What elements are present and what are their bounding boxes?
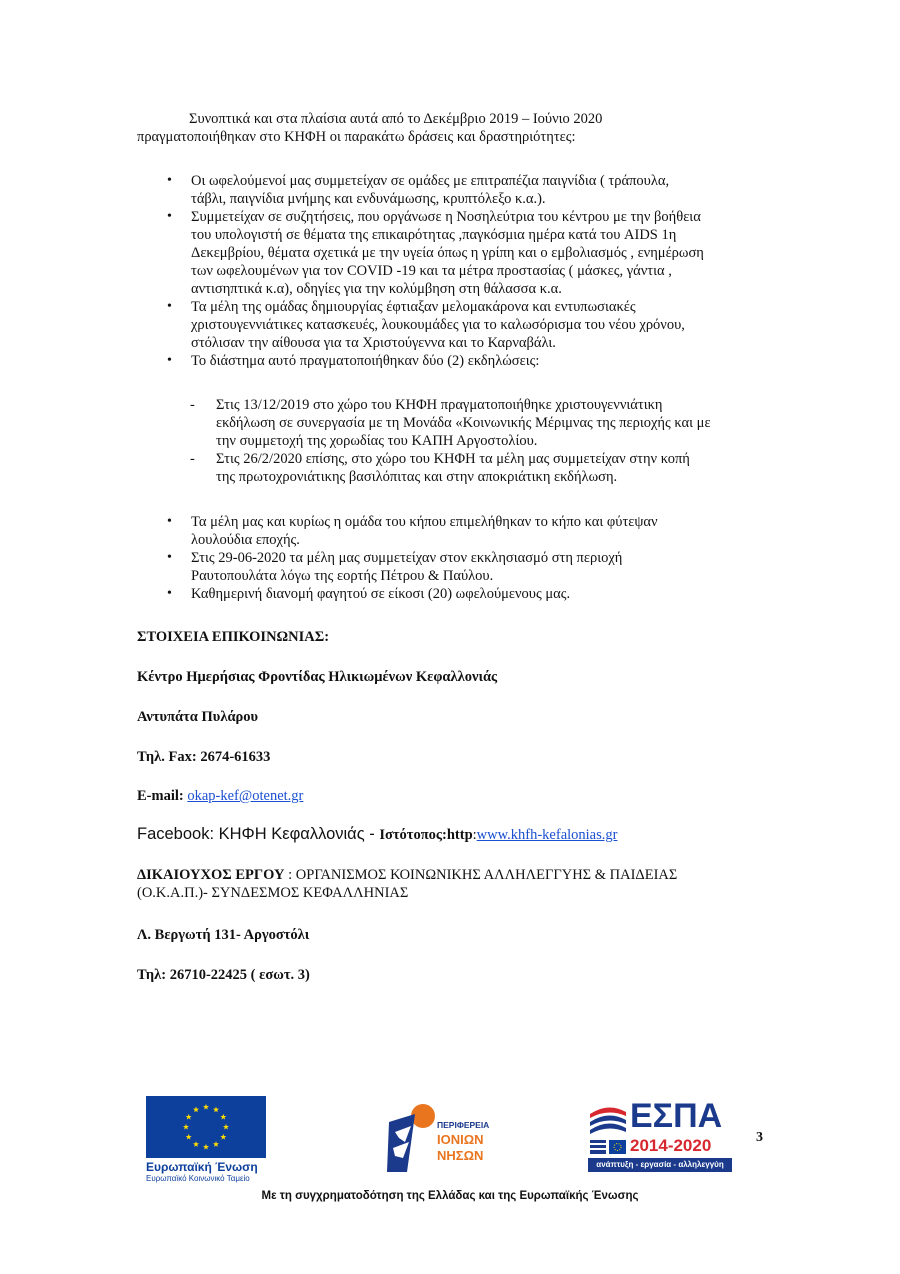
- beneficiary-line-2: (Ο.Κ.Α.Π.)- ΣΥΝΔΕΣΜΟΣ ΚΕΦΑΛΛΗΝΙΑΣ: [137, 885, 409, 901]
- activity-2-item: [165, 585, 775, 603]
- web-line: [137, 824, 617, 845]
- activity-line: Οι ωφελούμενοί μας συμμετείχαν σε ομάδες με επιτραπέζια παιγνίδια ( τράπουλα,: [191, 173, 670, 189]
- activity-line: στόλισαν την αίθουσα για τα Χριστούγεννα και το Καρναβάλι.: [191, 335, 556, 351]
- activity-2-line: Στις 29-06-2020 τα μέλη μας συμμετείχαν στον εκκλησιασμό στη περιοχή: [191, 550, 623, 566]
- region-line-3: ΝΗΣΩΝ: [437, 1148, 484, 1163]
- espa-swoosh-icon: [588, 1104, 628, 1136]
- eu-label: Ευρωπαϊκή Ένωση: [146, 1160, 258, 1174]
- activity-line: Τα μέλη της ομάδας δημιουργίας έφτιαξαν μελομακάρονα και εντυπωσιακές: [191, 299, 636, 315]
- region-emblem-icon: [385, 1102, 437, 1174]
- intro-line-1: Συνοπτικά και στα πλαίσια αυτά από το Δεκέμβριο 2019 – Ιούνιο 2020: [189, 111, 603, 127]
- activity-2-line: Τα μέλη μας και κυρίως η ομάδα του κήπου επιμελήθηκαν το κήπο και φύτεψαν: [191, 514, 658, 530]
- facebook-text: Facebook: ΚΗΦΗ Κεφαλλονιάς -: [137, 825, 380, 843]
- activity-line: αντισηπτικά κ.α), οδηγίες για την κολύμβηση στη θάλασσα κ.α.: [191, 281, 562, 297]
- activity-line: του υπολογιστή σε θέματα της επικαιρότητας ,παγκόσμια ημέρα κατά του AIDS 1η: [191, 227, 677, 243]
- beneficiary-org: : ΟΡΓΑΝΙΣΜΟΣ ΚΟΙΝΩΝΙΚΗΣ ΑΛΛΗΛΕΓΓΥΗΣ & ΠΑΙΔΕΙΑΣ: [284, 867, 678, 883]
- region-logo: [385, 1102, 495, 1176]
- activity-2-line: Καθημερινή διανομή φαγητού σε είκοσι (20) ωφελούμενους μας.: [191, 586, 571, 602]
- activity-2-line: λουλούδια εποχής.: [191, 532, 300, 548]
- region-line-2: ΙΟΝΙΩΝ: [437, 1132, 484, 1147]
- beneficiary: [137, 866, 777, 902]
- activity-item: [165, 298, 775, 352]
- phone-fax: Τηλ. Fax: 2674-61633: [137, 749, 271, 765]
- email-line: [137, 787, 303, 805]
- espa-years: 2014-2020: [630, 1136, 712, 1155]
- activity-item: [165, 352, 775, 370]
- dash-icon: -: [190, 451, 195, 467]
- activity-item: [165, 208, 775, 298]
- activity-line: Συμμετείχαν σε συζητήσεις, που οργάνωσε η Νοσηλεύτρια του κέντρου με την βοήθεια: [191, 209, 701, 225]
- event-line: Στις 13/12/2019 στο χώρο του ΚΗΦΗ πραγματοποιήθηκε χριστουγεννιάτικη: [216, 397, 663, 413]
- activity-line: χριστουγεννιάτικες κατασκευές, λουκουμάδες για το καλωσόρισμα του νέου χρόνου,: [191, 317, 685, 333]
- beneficiary-label: ΔΙΚΑΙΟΥΧΟΣ ΕΡΓΟΥ: [137, 867, 285, 883]
- email-link[interactable]: okap-kef@otenet.gr: [187, 788, 304, 804]
- website-link[interactable]: www.khfh-kefalonias.gr: [476, 827, 618, 843]
- espa-title: ΕΣΠΑ: [630, 1097, 723, 1135]
- activity-item: [165, 172, 775, 208]
- event-item: [190, 450, 775, 486]
- beneficiary-line-1: [137, 866, 777, 884]
- flags-icon: [590, 1140, 626, 1154]
- region-line-1: ΠΕΡΙΦΕΡΕΙΑ: [437, 1120, 490, 1130]
- event-line: την συμμετοχή της χορωδίας του ΚΑΠΗ Αργοστολίου.: [216, 433, 538, 449]
- activity-2-line: Ραυτοπουλάτα λόγω της εορτής Πέτρου & Παύλου.: [191, 568, 494, 584]
- activities-list: [165, 172, 775, 370]
- website-separator: :: [472, 827, 477, 843]
- event-line: της πρωτοχρονιάτικης βασιλόπιτας και στην αποκριάτικη εκδήλωση.: [216, 469, 618, 485]
- center-name: Κέντρο Ημερήσιας Φροντίδας Ηλικιωμένων Κεφαλλονιάς: [137, 669, 498, 685]
- address: Αντυπάτα Πυλάρου: [137, 709, 259, 725]
- eu-logo: [146, 1096, 268, 1184]
- espa-logo: [588, 1097, 734, 1174]
- activity-line: τάβλι, παιγνίδια μνήμης και ενδυνάμωσης, κρυπτόλεξο κ.α.).: [191, 191, 546, 207]
- email-label: E-mail:: [137, 788, 188, 804]
- street-address: Λ. Βεργωτή 131- Αργοστόλι: [137, 927, 310, 943]
- activity-2-item: [165, 513, 775, 549]
- dash-icon: -: [190, 397, 195, 413]
- website-label: Ιστότοπος:http: [379, 827, 473, 843]
- page-number: 3: [756, 1130, 763, 1145]
- activity-line: Δεκεμβρίου, θέματα σχετικά με την υγεία όπως η γρίπη και ο εμβολιασμός , ενημέρωση: [191, 245, 704, 261]
- activity-line: των ωφελουμένων για τον COVID -19 και τα μέτρα προστασίας ( μάσκες, γάντια ,: [191, 263, 672, 279]
- intro-paragraph: [137, 110, 777, 146]
- event-item: [190, 396, 775, 450]
- eu-flag-icon: [146, 1096, 266, 1158]
- espa-tagline: ανάπτυξη - εργασία - αλληλεγγύη: [588, 1158, 732, 1172]
- event-line: εκδήλωση σε συνεργασία με τη Μονάδα «Κοινωνικής Μέριμνας της περιοχής και με: [216, 415, 711, 431]
- intro-line-2: πραγματοποιήθηκαν στο ΚΗΦΗ οι παρακάτω δράσεις και δραστηριότητες:: [137, 129, 576, 145]
- phone-2: Τηλ: 26710-22425 ( εσωτ. 3): [137, 967, 310, 983]
- eu-sublabel: Ευρωπαϊκό Κοινωνικό Ταμείο: [146, 1174, 250, 1183]
- activities-list-2: [165, 513, 775, 603]
- activity-2-item: [165, 549, 775, 585]
- events-list: [190, 396, 775, 486]
- event-line: Στις 26/2/2020 επίσης, στο χώρο του ΚΗΦΗ τα μέλη μας συμμετείχαν στην κοπή: [216, 451, 690, 467]
- cofunding-note: Με τη συγχρηματοδότηση της Ελλάδας και της Ευρωπαϊκής Ένωσης: [261, 1190, 639, 1202]
- contact-heading: ΣΤΟΙΧΕΙΑ ΕΠΙΚΟΙΝΩΝΙΑΣ:: [137, 629, 330, 645]
- activity-line: Το διάστημα αυτό πραγματοποιήθηκαν δύο (2) εκδηλώσεις:: [191, 353, 540, 369]
